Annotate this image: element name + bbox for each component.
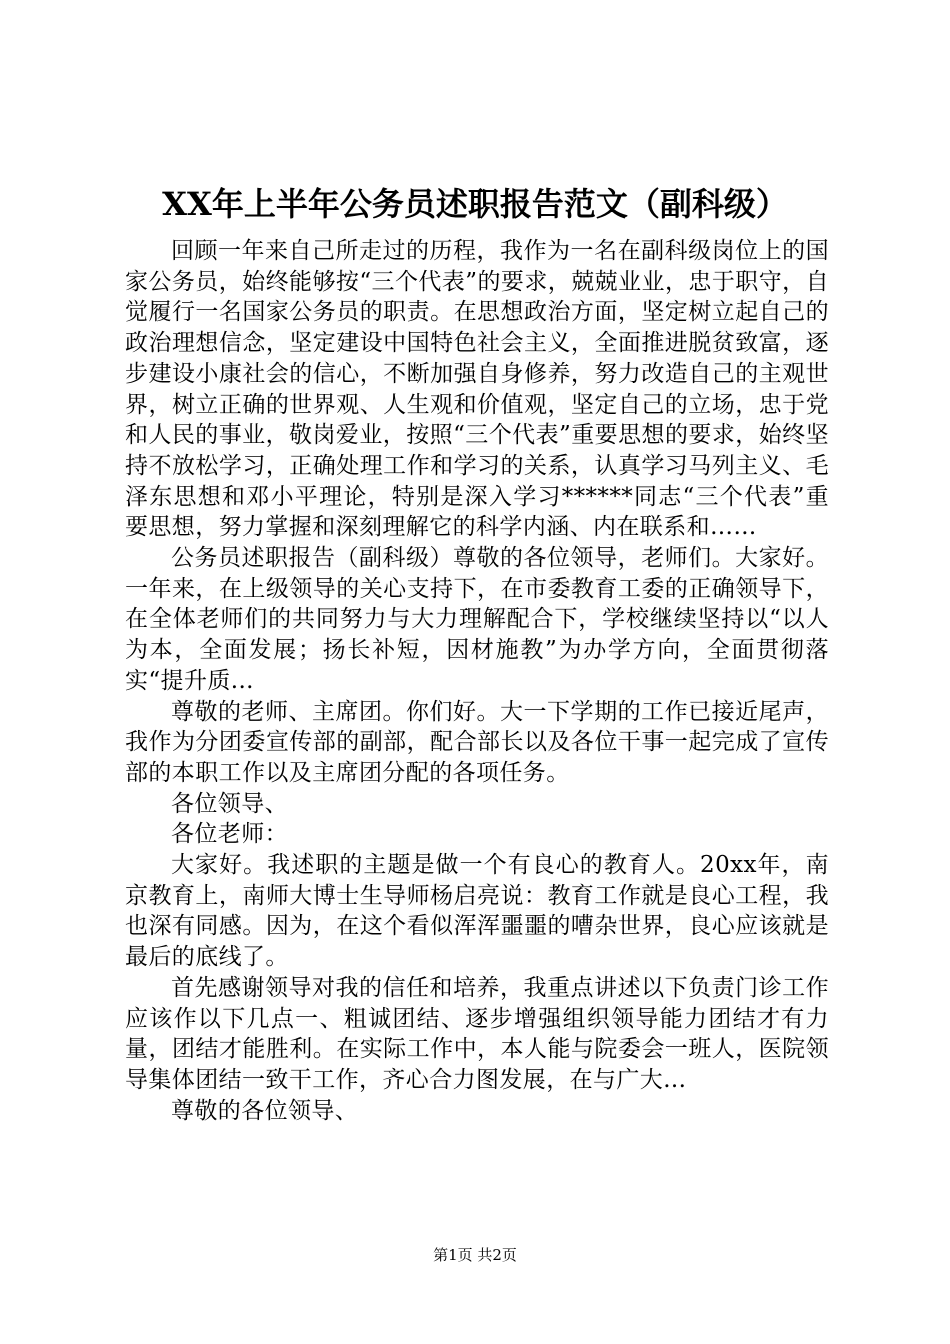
document-body (125, 236, 829, 1126)
page-footer: 第1页 共2页 (433, 1246, 517, 1264)
paragraph-1: 回顾一年来自己所走过的历程，我作为一名在副科级岗位上的国家公务员，始终能够按“三个代表”的要求，兢兢业业，忠于职守，自觉履行一名国家公务员的职责。在思想政治方面，坚定树立起自己的政治理想信念，坚定建设中国特色社会主义，全面推进脱贫致富，逐步建设小康社会的信心，不断加强自身修养，努力改造自己的主观世界，树立正确的世界观、人生观和价值观，坚定自己的立场，忠于党和人民的事业，敬岗爱业，按照“三个代表”重要思想的要求，始终坚持不放松学习，正确处理工作和学习的关系，认真学习马列主义、毛泽东思想和邓小平理论，特别是深入学习******同志“三个代表”重要思想，努力掌握和深刻理解它的科学内涵、内在联系和…… (125, 238, 829, 541)
paragraph-2: 公务员述职报告（副科级）尊敬的各位领导，老师们。大家好。一年来，在上级领导的关心支持下，在市委教育工委的正确领导下，在全体老师们的共同努力与大力理解配合下，学校继续坚持以“以人为本，全面发展；扬长补短，因材施教”为办学方向，全面贯彻落实“提升质... (125, 545, 829, 694)
paragraph-6: 大家好。我述职的主题是做一个有良心的教育人。20xx年，南京教育上，南师大博士生导师杨启亮说：教育工作就是良心工程，我也深有同感。因为，在这个看似浑浑噩噩的嘈杂世界，良心应该就是最后的底线了。 (125, 852, 829, 971)
paragraph-3: 尊敬的老师、主席团。你们好。大一下学期的工作已接近尾声，我作为分团委宣传部的副部，配合部长以及各位干事一起完成了宣传部的本职工作以及主席团分配的各项任务。 (125, 698, 829, 786)
paragraph-5: 各位老师： (171, 821, 288, 848)
document-title: XX年上半年公务员述职报告范文（副科级） (162, 185, 788, 223)
paragraph-8: 尊敬的各位领导、 (171, 1097, 359, 1124)
paragraph-4: 各位领导、 (171, 790, 288, 817)
paragraph-7: 首先感谢领导对我的信任和培养，我重点讲述以下负责门诊工作应该作以下几点一、粗诚团结、逐步增强组织领导能力团结才有力量，团结才能胜利。在实际工作中，本人能与院委会一班人，医院领导集体团结一致干工作，齐心合力图发展，在与广大... (125, 974, 829, 1093)
